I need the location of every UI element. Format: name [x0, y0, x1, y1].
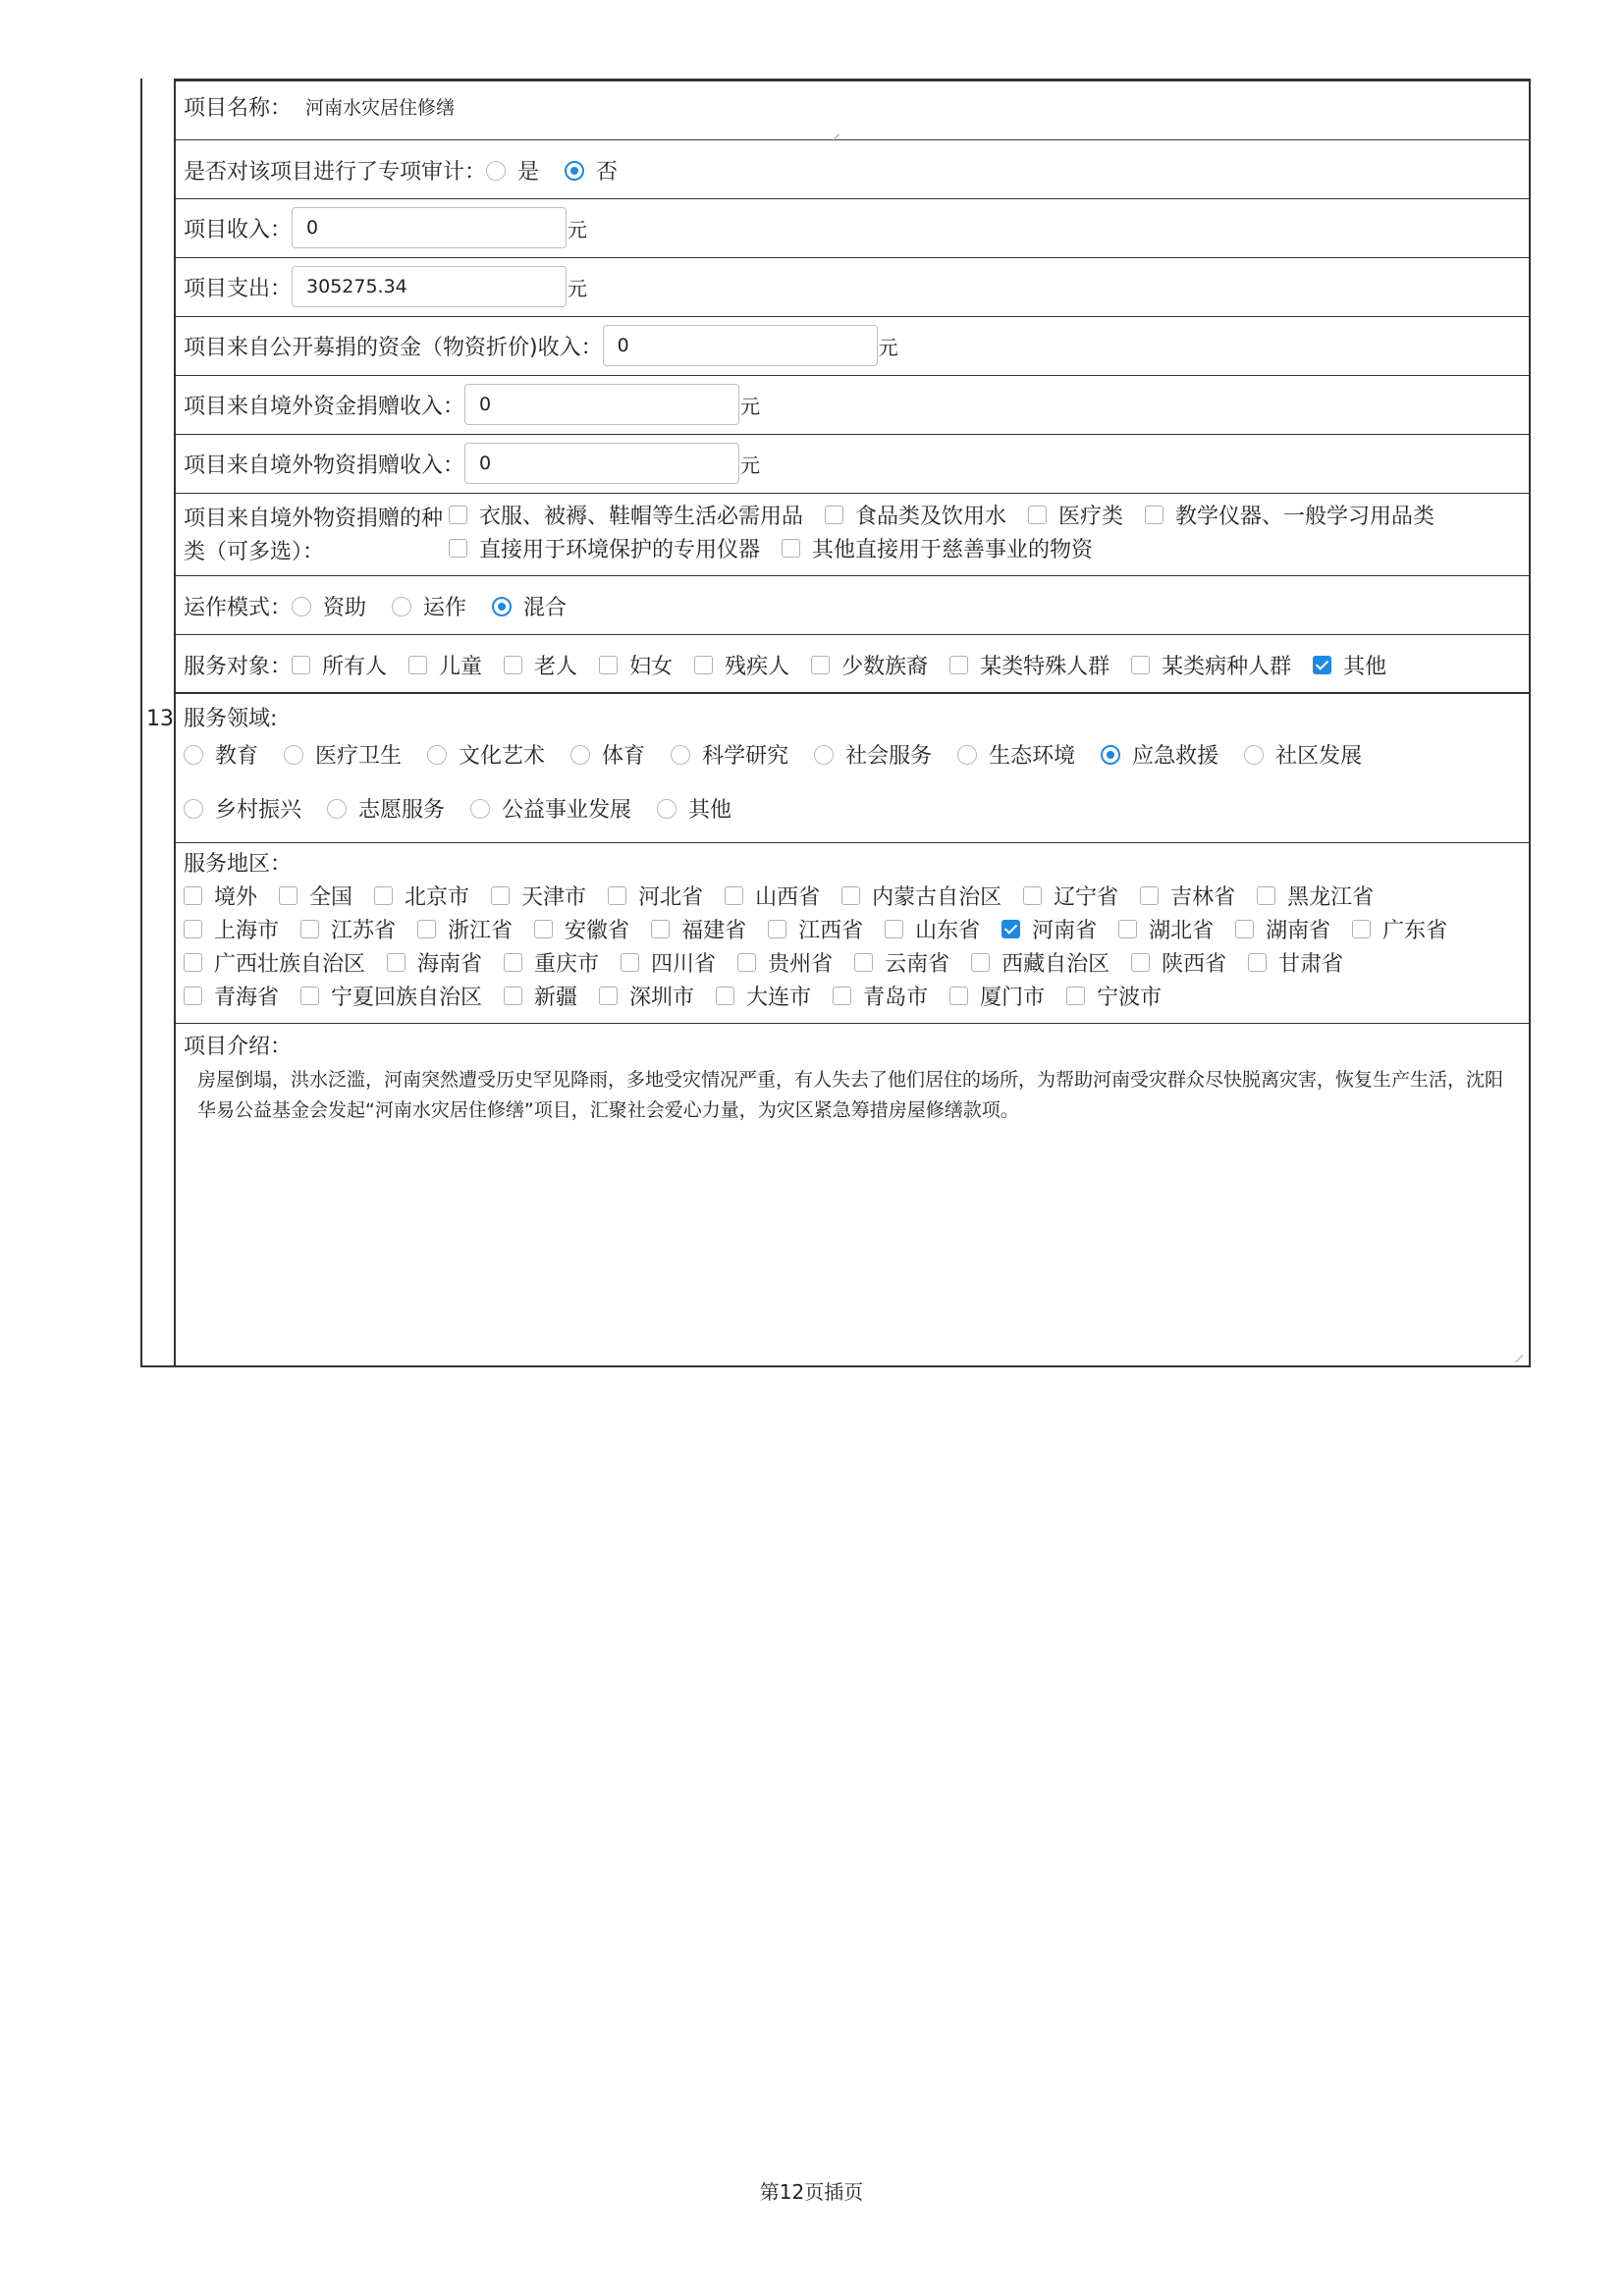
region-option[interactable]: 广西壮族自治区	[184, 947, 365, 978]
goods-types-label-line2: 类（可多选）：	[184, 540, 325, 564]
radio-icon[interactable]	[671, 745, 690, 765]
checkbox-icon[interactable]	[608, 886, 626, 905]
region-option[interactable]: 广东省	[1352, 914, 1447, 944]
radio-icon[interactable]	[184, 745, 203, 765]
checkbox-icon[interactable]	[300, 987, 319, 1005]
checkbox-checked-icon[interactable]	[1313, 656, 1331, 674]
checkbox-icon[interactable]	[387, 953, 406, 972]
region-option[interactable]: 天津市	[491, 881, 586, 911]
target-option-other[interactable]: 其他	[1313, 650, 1386, 680]
checkbox-icon[interactable]	[599, 987, 618, 1005]
region-option[interactable]: 四川省	[621, 947, 716, 978]
checkbox-icon[interactable]	[408, 656, 427, 674]
checkbox-icon[interactable]	[811, 656, 830, 674]
checkbox-icon[interactable]	[854, 953, 873, 972]
field-option-medical[interactable]: 医疗卫生	[284, 739, 402, 770]
region-option[interactable]: 甘肃省	[1248, 947, 1343, 978]
checkbox-icon[interactable]	[651, 920, 670, 938]
checkbox-icon[interactable]	[1140, 886, 1159, 905]
radio-icon[interactable]	[486, 161, 506, 181]
project-name-row	[176, 81, 1529, 140]
checkbox-icon[interactable]	[184, 886, 202, 905]
public-income-input[interactable]: 0	[603, 325, 878, 366]
service-regions-label: 服务地区：	[184, 852, 293, 877]
page-footer: 第12页插页	[759, 2180, 864, 2204]
checkbox-icon[interactable]	[504, 656, 522, 674]
checkbox-icon[interactable]	[737, 953, 756, 972]
goods-option-other[interactable]: 其他直接用于慈善事业的物资	[782, 533, 1093, 563]
checkbox-icon[interactable]	[300, 920, 319, 938]
expense-input[interactable]: 305275.34	[292, 266, 567, 307]
field-option-ecology[interactable]: 生态环境	[957, 739, 1075, 770]
expense-unit: 元	[568, 276, 588, 300]
goods-types-label-line1: 项目来自境外物资捐赠的种	[184, 507, 444, 531]
operation-mode-label: 运作模式：	[184, 596, 293, 620]
intro-label: 项目介绍：	[184, 1035, 293, 1059]
checkbox-icon[interactable]	[1023, 886, 1042, 905]
checkbox-icon[interactable]	[1131, 656, 1150, 674]
region-option[interactable]: 境外	[184, 881, 257, 911]
service-fields-row	[176, 694, 1529, 843]
checkbox-icon[interactable]	[184, 987, 202, 1005]
checkbox-icon[interactable]	[491, 886, 510, 905]
audit-row	[176, 140, 1529, 199]
radio-icon[interactable]	[570, 745, 590, 765]
field-option-volunteer[interactable]: 志愿服务	[327, 793, 445, 824]
expense-row	[176, 258, 1529, 317]
row-number-column	[140, 79, 176, 1367]
checkbox-icon[interactable]	[504, 987, 522, 1005]
radio-icon[interactable]	[470, 799, 490, 819]
public-income-row	[176, 317, 1529, 376]
income-unit: 元	[568, 217, 588, 241]
region-option[interactable]: 江西省	[768, 914, 863, 944]
row-number: 13	[146, 707, 174, 731]
checkbox-icon[interactable]	[1235, 920, 1254, 938]
checkbox-icon[interactable]	[504, 953, 522, 972]
region-option-henan[interactable]: 河南省	[1001, 914, 1097, 944]
expense-label: 项目支出：	[184, 276, 293, 301]
region-option[interactable]: 吉林省	[1140, 881, 1235, 911]
intro-row	[176, 1024, 1529, 1367]
region-option[interactable]: 内蒙古自治区	[841, 881, 1001, 911]
checkbox-icon[interactable]	[449, 539, 467, 558]
radio-icon[interactable]	[184, 799, 203, 819]
overseas-funds-unit: 元	[740, 394, 761, 418]
field-option-education[interactable]: 教育	[184, 739, 258, 770]
checkbox-icon[interactable]	[725, 886, 743, 905]
field-option-social[interactable]: 社会服务	[814, 739, 932, 770]
income-input[interactable]: 0	[292, 207, 567, 248]
checkbox-icon[interactable]	[825, 506, 843, 524]
field-option-sports[interactable]: 体育	[570, 739, 645, 770]
target-option-everyone[interactable]: 所有人	[292, 650, 387, 680]
audit-label: 是否对该项目进行了专项审计：	[184, 160, 487, 185]
region-option[interactable]: 青海省	[184, 981, 279, 1011]
region-option[interactable]: 黑龙江省	[1257, 881, 1374, 911]
radio-selected-icon[interactable]	[1101, 745, 1120, 765]
checkbox-icon[interactable]	[374, 886, 393, 905]
checkbox-icon[interactable]	[184, 953, 202, 972]
checkbox-icon[interactable]	[534, 920, 553, 938]
region-option[interactable]: 全国	[279, 881, 352, 911]
audit-option-no[interactable]: 否	[565, 155, 618, 186]
overseas-goods-unit: 元	[740, 453, 761, 477]
checkbox-icon[interactable]	[768, 920, 786, 938]
checkbox-icon[interactable]	[1028, 506, 1047, 524]
target-option-disease-group[interactable]: 某类病种人群	[1131, 650, 1291, 680]
public-income-label: 项目来自公开募捐的资金（物资折价)收入：	[184, 335, 603, 360]
checkbox-icon[interactable]	[621, 953, 639, 972]
region-option[interactable]: 江苏省	[300, 914, 396, 944]
radio-selected-icon[interactable]	[492, 597, 512, 616]
checkbox-icon[interactable]	[716, 987, 734, 1005]
checkbox-icon[interactable]	[599, 656, 618, 674]
region-option[interactable]: 山西省	[725, 881, 820, 911]
checkbox-icon[interactable]	[1066, 987, 1085, 1005]
goods-option-food[interactable]: 食品类及饮用水	[825, 500, 1006, 530]
public-income-unit: 元	[878, 335, 898, 359]
income-row	[176, 199, 1529, 258]
checkbox-icon[interactable]	[841, 886, 860, 905]
radio-icon[interactable]	[392, 597, 411, 616]
field-option-emergency[interactable]: 应急救援	[1101, 739, 1218, 770]
radio-icon[interactable]	[327, 799, 347, 819]
field-option-culture[interactable]: 文化艺术	[427, 739, 545, 770]
region-option[interactable]: 厦门市	[949, 981, 1045, 1011]
field-option-rural[interactable]: 乡村振兴	[184, 793, 301, 824]
region-option[interactable]: 河北省	[608, 881, 703, 911]
project-name-label: 项目名称：	[184, 96, 293, 121]
resize-handle-icon[interactable]	[830, 125, 839, 134]
mode-option-fund[interactable]: 资助	[292, 591, 366, 621]
service-targets-row	[176, 635, 1529, 694]
field-option-community[interactable]: 社区发展	[1244, 739, 1362, 770]
checkbox-icon[interactable]	[885, 920, 903, 938]
region-option[interactable]: 湖南省	[1235, 914, 1330, 944]
form-main	[176, 79, 1531, 1367]
overseas-funds-row	[176, 376, 1529, 435]
checkbox-icon[interactable]	[949, 987, 968, 1005]
region-option[interactable]: 海南省	[387, 947, 482, 978]
radio-icon[interactable]	[284, 745, 303, 765]
checkbox-icon[interactable]	[184, 920, 202, 938]
radio-icon[interactable]	[657, 799, 676, 819]
region-option[interactable]: 青岛市	[833, 981, 928, 1011]
region-option[interactable]: 大连市	[716, 981, 811, 1011]
overseas-funds-input[interactable]: 0	[464, 384, 739, 425]
overseas-goods-label: 项目来自境外物资捐赠收入：	[184, 453, 465, 478]
overseas-funds-label: 项目来自境外资金捐赠收入：	[184, 394, 465, 419]
region-option[interactable]: 新疆	[504, 981, 577, 1011]
checkbox-icon[interactable]	[1257, 886, 1275, 905]
target-option-children[interactable]: 儿童	[408, 650, 482, 680]
goods-types-row	[176, 494, 1529, 576]
region-option[interactable]: 深圳市	[599, 981, 694, 1011]
radio-icon[interactable]	[427, 745, 447, 765]
goods-option-environment[interactable]: 直接用于环境保护的专用仪器	[449, 533, 760, 563]
mode-option-mixed[interactable]: 混合	[492, 591, 567, 621]
region-option[interactable]: 上海市	[184, 914, 279, 944]
region-option[interactable]: 重庆市	[504, 947, 599, 978]
project-name-field[interactable]: 河南水灾居住修缮	[305, 97, 456, 119]
region-option[interactable]: 云南省	[854, 947, 949, 978]
target-option-special-group[interactable]: 某类特殊人群	[949, 650, 1109, 680]
checkbox-icon[interactable]	[292, 656, 310, 674]
region-option[interactable]: 宁夏回族自治区	[300, 981, 482, 1011]
region-option[interactable]: 北京市	[374, 881, 469, 911]
checkbox-icon[interactable]	[694, 656, 713, 674]
service-targets-label: 服务对象：	[184, 655, 293, 679]
checkbox-icon[interactable]	[782, 539, 800, 558]
checkbox-icon[interactable]	[449, 506, 467, 524]
audit-option-yes[interactable]: 是	[486, 155, 539, 186]
target-option-women[interactable]: 妇女	[599, 650, 673, 680]
radio-icon[interactable]	[957, 745, 977, 765]
intro-textarea[interactable]: 房屋倒塌，洪水泛滥，河南突然遭受历史罕见降雨，多地受灾情况严重，有人失去了他们居住的场所，为帮助河南受灾群众尽快脱离灾害，恢复生产生活，沈阳华易公益基金会发起“河南水灾居住修缮”项目，汇聚社会爱心力量，为灾区紧急筹措房屋修缮款项。	[197, 1069, 1504, 1121]
region-option[interactable]: 湖北省	[1118, 914, 1214, 944]
mode-option-operate[interactable]: 运作	[392, 591, 466, 621]
region-option[interactable]: 福建省	[651, 914, 746, 944]
checkbox-icon[interactable]	[417, 920, 436, 938]
region-option[interactable]: 浙江省	[417, 914, 513, 944]
target-option-disabled[interactable]: 残疾人	[694, 650, 789, 680]
income-label: 项目收入：	[184, 217, 293, 242]
checkbox-icon[interactable]	[971, 953, 990, 972]
overseas-goods-input[interactable]: 0	[464, 443, 739, 484]
checkbox-checked-icon[interactable]	[1001, 920, 1020, 938]
checkbox-icon[interactable]	[833, 987, 851, 1005]
radio-icon[interactable]	[814, 745, 834, 765]
region-option[interactable]: 陕西省	[1131, 947, 1226, 978]
operation-mode-row	[176, 576, 1529, 635]
project-form	[140, 79, 1531, 1367]
field-option-other[interactable]: 其他	[657, 793, 731, 824]
goods-option-medical[interactable]: 医疗类	[1028, 500, 1123, 530]
checkbox-icon[interactable]	[949, 656, 968, 674]
checkbox-icon[interactable]	[1248, 953, 1267, 972]
checkbox-icon[interactable]	[1131, 953, 1150, 972]
checkbox-icon[interactable]	[1352, 920, 1371, 938]
goods-option-necessities[interactable]: 衣服、被褥、鞋帽等生活必需用品	[449, 500, 803, 530]
resize-handle-icon[interactable]	[1513, 1346, 1523, 1356]
checkbox-icon[interactable]	[1145, 506, 1163, 524]
overseas-goods-row	[176, 435, 1529, 494]
checkbox-icon[interactable]	[1118, 920, 1137, 938]
service-fields-label: 服务领域:	[184, 707, 278, 731]
region-option[interactable]: 宁波市	[1066, 981, 1162, 1011]
target-option-minorities[interactable]: 少数族裔	[811, 650, 928, 680]
radio-icon[interactable]	[292, 597, 311, 616]
goods-option-education[interactable]: 教学仪器、一般学习用品类	[1145, 500, 1434, 530]
region-option[interactable]: 安徽省	[534, 914, 629, 944]
field-option-public-welfare[interactable]: 公益事业发展	[470, 793, 631, 824]
region-option[interactable]: 西藏自治区	[971, 947, 1109, 978]
target-option-elderly[interactable]: 老人	[504, 650, 577, 680]
radio-selected-icon[interactable]	[565, 161, 584, 181]
service-regions-row	[176, 843, 1529, 1024]
region-option[interactable]: 贵州省	[737, 947, 833, 978]
region-option[interactable]: 辽宁省	[1023, 881, 1118, 911]
radio-icon[interactable]	[1244, 745, 1264, 765]
region-option[interactable]: 山东省	[885, 914, 980, 944]
field-option-science[interactable]: 科学研究	[671, 739, 788, 770]
checkbox-icon[interactable]	[279, 886, 298, 905]
